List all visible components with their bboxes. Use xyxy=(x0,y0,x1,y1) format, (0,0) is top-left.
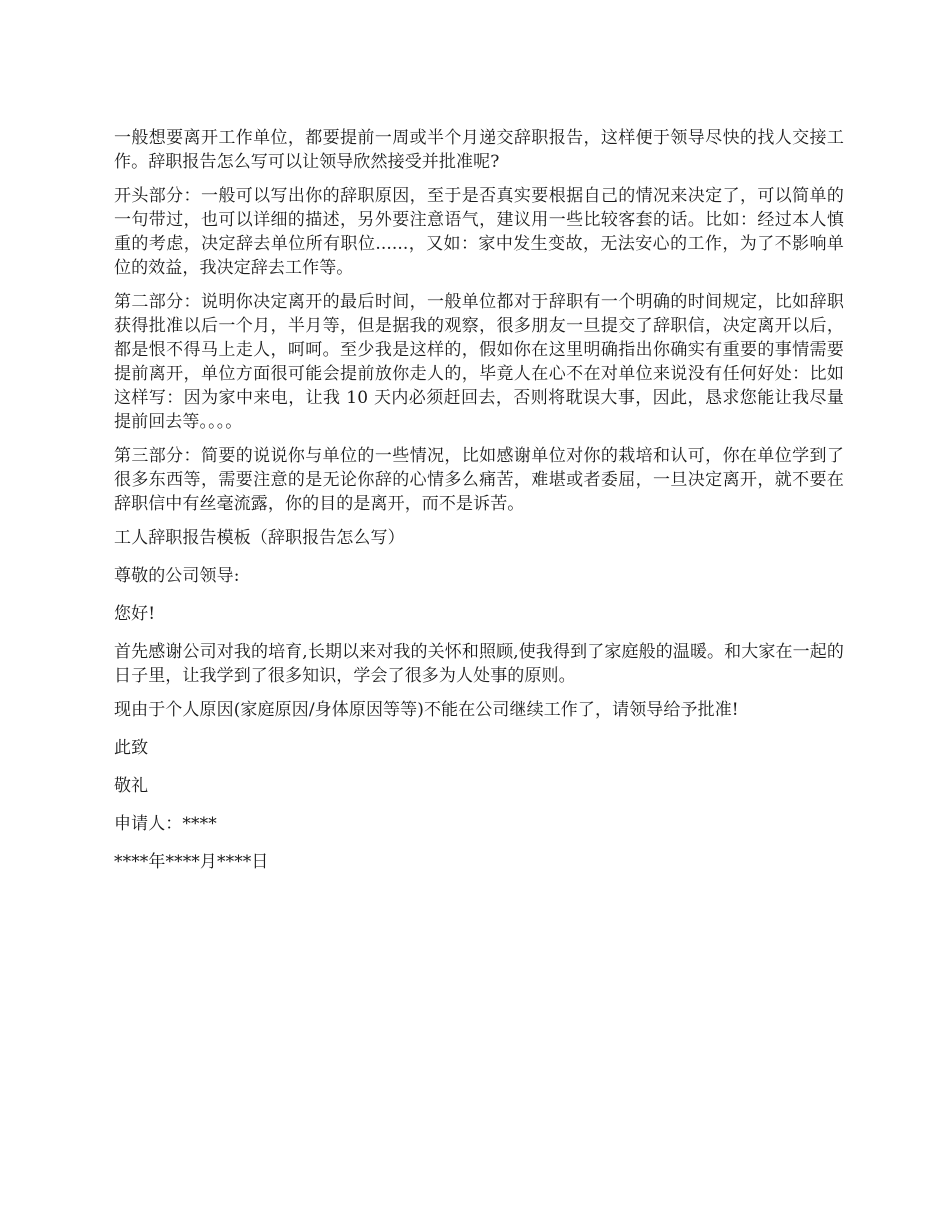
applicant-signature: 申请人：**** xyxy=(114,814,217,834)
thanks-paragraph: 首先感谢公司对我的培育,长期以来对我的关怀和照顾,使我得到了家庭般的温暖。和大家在一起的日子里，让我学到了很多知识，学会了很多为人处事的原则。 xyxy=(114,642,844,686)
document-body xyxy=(114,126,844,888)
closing-line-2: 敬礼 xyxy=(114,776,149,796)
salutation: 尊敬的公司领导: xyxy=(114,566,240,586)
template-title: 工人辞职报告模板（辞职报告怎么写） xyxy=(114,528,405,548)
closing-line-1: 此致 xyxy=(114,738,149,758)
intro-paragraph: 一般想要离开工作单位，都要提前一周或半个月递交辞职报告，这样便于领导尽快的找人交接工作。辞职报告怎么写可以让领导欣然接受并批准呢? xyxy=(114,128,844,172)
date-line: ****年****月****日 xyxy=(114,852,269,872)
part-one-paragraph: 开头部分：一般可以写出你的辞职原因，至于是否真实要根据自己的情况来决定了，可以简单的一句带过，也可以详细的描述，另外要注意语气，建议用一些比较客套的话。比如：经过本人慎重的考虑，决定辞去单位所有职位......，又如：家中发生变故，无法安心的工作，为了不影响单位的效益，我决定辞去工作等。 xyxy=(114,186,844,278)
greeting: 您好! xyxy=(114,604,156,624)
part-two-paragraph: 第二部分：说明你决定离开的最后时间，一般单位都对于辞职有一个明确的时间规定，比如辞职获得批准以后一个月，半月等，但是据我的观察，很多朋友一旦提交了辞职信，决定离开以后，都是恨不得马上走人，呵呵。至少我是这样的，假如你在这里明确指出你确实有重要的事情需要提前离开，单位方面很可能会提前放你走人的，毕竟人在心不在对单位来说没有任何好处：比如这样写：因为家中来电，让我 10 天内必须赶回去，否则将耽误大事，因此，恳求您能让我尽量提前回去等。。。。 xyxy=(114,292,844,432)
part-three-paragraph: 第三部分：简要的说说你与单位的一些情况，比如感谢单位对你的栽培和认可，你在单位学到了很多东西等，需要注意的是无论你辞的心情多么痛苦，难堪或者委屈，一旦决定离开，就不要在辞职信中有丝毫流露，你的目的是离开，而不是诉苦。 xyxy=(114,446,844,514)
request-paragraph: 现由于个人原因(家庭原因/身体原因等等)不能在公司继续工作了，请领导给予批准! xyxy=(114,700,739,720)
